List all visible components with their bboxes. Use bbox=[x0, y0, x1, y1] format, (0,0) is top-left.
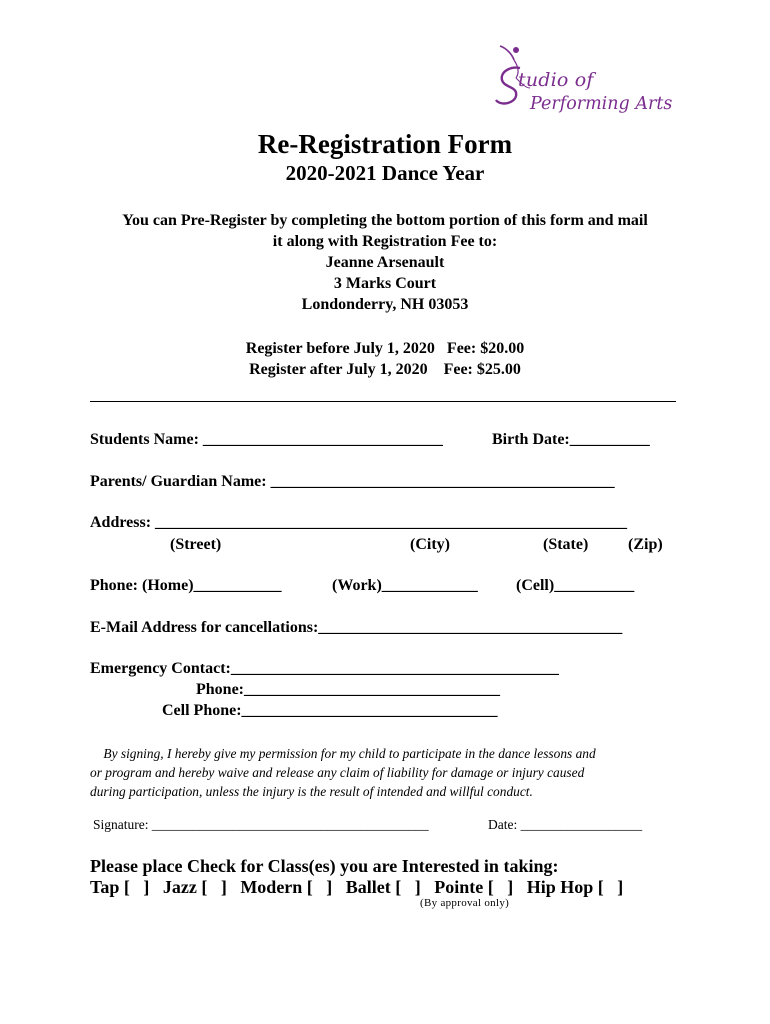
mailing-instructions bbox=[0, 210, 770, 315]
intro-line-1: You can Pre-Register by completing the bottom portion of this form and mail bbox=[122, 212, 648, 229]
cell-phone-field[interactable]: (Cell)__________ bbox=[516, 577, 635, 594]
student-name-field[interactable]: Students Name: ______________________________ bbox=[90, 431, 443, 448]
waiver-line-1: By signing, I hereby give my permission for my child to participate in the dance lessons and bbox=[90, 746, 596, 761]
mail-street: 3 Marks Court bbox=[333, 275, 437, 292]
divider bbox=[90, 401, 676, 402]
form-title: Re-Registration Form bbox=[257, 129, 513, 159]
pointe-approval-note: (By approval only) bbox=[420, 897, 510, 909]
studio-logo bbox=[490, 44, 700, 120]
street-label: (Street) bbox=[170, 536, 222, 553]
mail-city: Londonderry, NH 03053 bbox=[301, 296, 469, 313]
emergency-cell-field[interactable]: Cell Phone:________________________________ bbox=[162, 702, 498, 719]
logo-line-1: tudio of bbox=[518, 69, 594, 91]
waiver-line-2: or program and hereby waive and release any claim of liability for damage or injury caused bbox=[90, 765, 585, 780]
mail-recipient-name: Jeanne Arsenault bbox=[325, 254, 445, 271]
zip-label: (Zip) bbox=[628, 536, 663, 553]
state-label: (State) bbox=[543, 536, 589, 553]
classes-heading: Please place Check for Class(es) you are Interested in taking: bbox=[90, 856, 559, 876]
signature-field[interactable]: Signature: _________________________________________ bbox=[93, 817, 429, 832]
fee-before: Register before July 1, 2020 Fee: $20.00 bbox=[245, 340, 525, 357]
fee-after: Register after July 1, 2020 Fee: $25.00 bbox=[249, 361, 521, 378]
email-field[interactable]: E-Mail Address for cancellations:______________________________________ bbox=[90, 619, 623, 636]
date-field[interactable]: Date: __________________ bbox=[488, 817, 643, 832]
city-label: (City) bbox=[410, 536, 450, 553]
work-phone-field[interactable]: (Work)____________ bbox=[332, 577, 478, 594]
home-phone-field[interactable]: Phone: (Home)___________ bbox=[90, 577, 282, 594]
fee-schedule bbox=[0, 338, 770, 380]
parent-name-field[interactable]: Parents/ Guardian Name: ___________________________________________ bbox=[90, 473, 615, 490]
birth-date-field[interactable]: Birth Date:__________ bbox=[492, 431, 650, 448]
form-subtitle: 2020-2021 Dance Year bbox=[285, 161, 485, 185]
address-field[interactable]: Address: ___________________________________________________________ bbox=[90, 514, 628, 531]
waiver-line-3: during participation, unless the injury is the result of intended and willful conduct. bbox=[90, 784, 533, 799]
logo-line-2: Performing Arts bbox=[530, 94, 673, 114]
emergency-contact-field[interactable]: Emergency Contact:_________________________________________ bbox=[90, 660, 559, 677]
liability-waiver bbox=[90, 744, 680, 801]
class-checkboxes[interactable]: Tap [ ] Jazz [ ] Modern [ ] Ballet [ ] Pointe [ ] Hip Hop [ ] bbox=[90, 877, 624, 897]
intro-line-2: it along with Registration Fee to: bbox=[272, 233, 498, 250]
emergency-phone-field[interactable]: Phone:________________________________ bbox=[196, 681, 500, 698]
